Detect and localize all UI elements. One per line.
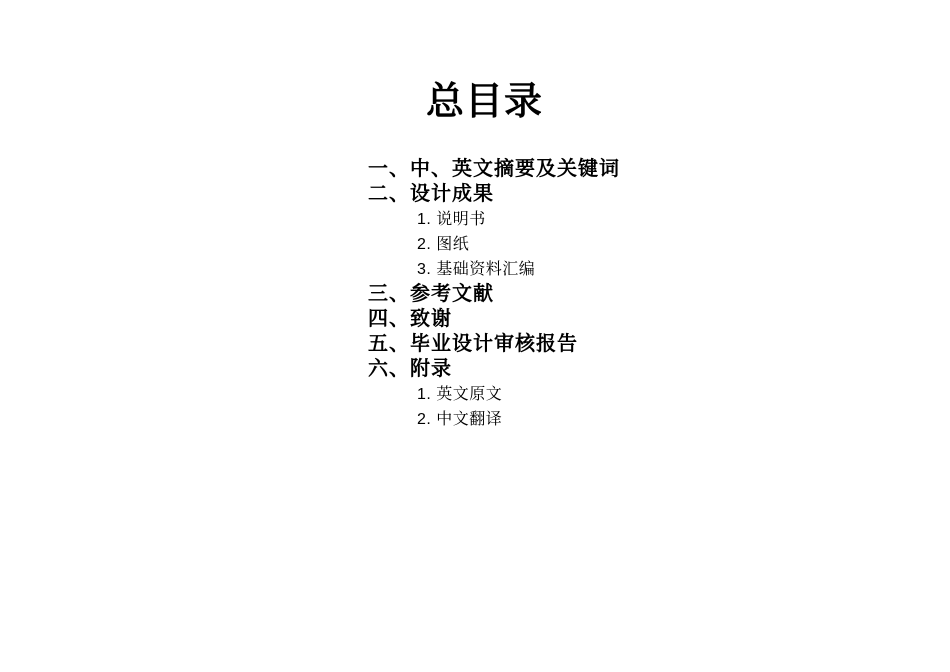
toc-item-acknowledgement: 四、致谢 [368,308,452,330]
toc-item-references: 三、参考文献 [368,283,494,305]
toc-item-appendix: 六、附录 [368,358,452,380]
toc-subitem-chinese-translation: 2. 中文翻译 [417,411,503,428]
page-title: 总目录 [426,81,544,123]
toc-subitem-basic-data: 3. 基础资料汇编 [417,261,536,278]
toc-item-review-report: 五、毕业设计审核报告 [368,333,578,355]
toc-item-abstract: 一、中、英文摘要及关键词 [368,158,620,180]
table-of-contents [368,157,788,432]
toc-subitem-manual: 1. 说明书 [417,211,486,228]
toc-item-design-results: 二、设计成果 [368,183,494,205]
toc-subitem-english-original: 1. 英文原文 [417,386,503,403]
toc-subitem-drawings: 2. 图纸 [417,236,470,253]
